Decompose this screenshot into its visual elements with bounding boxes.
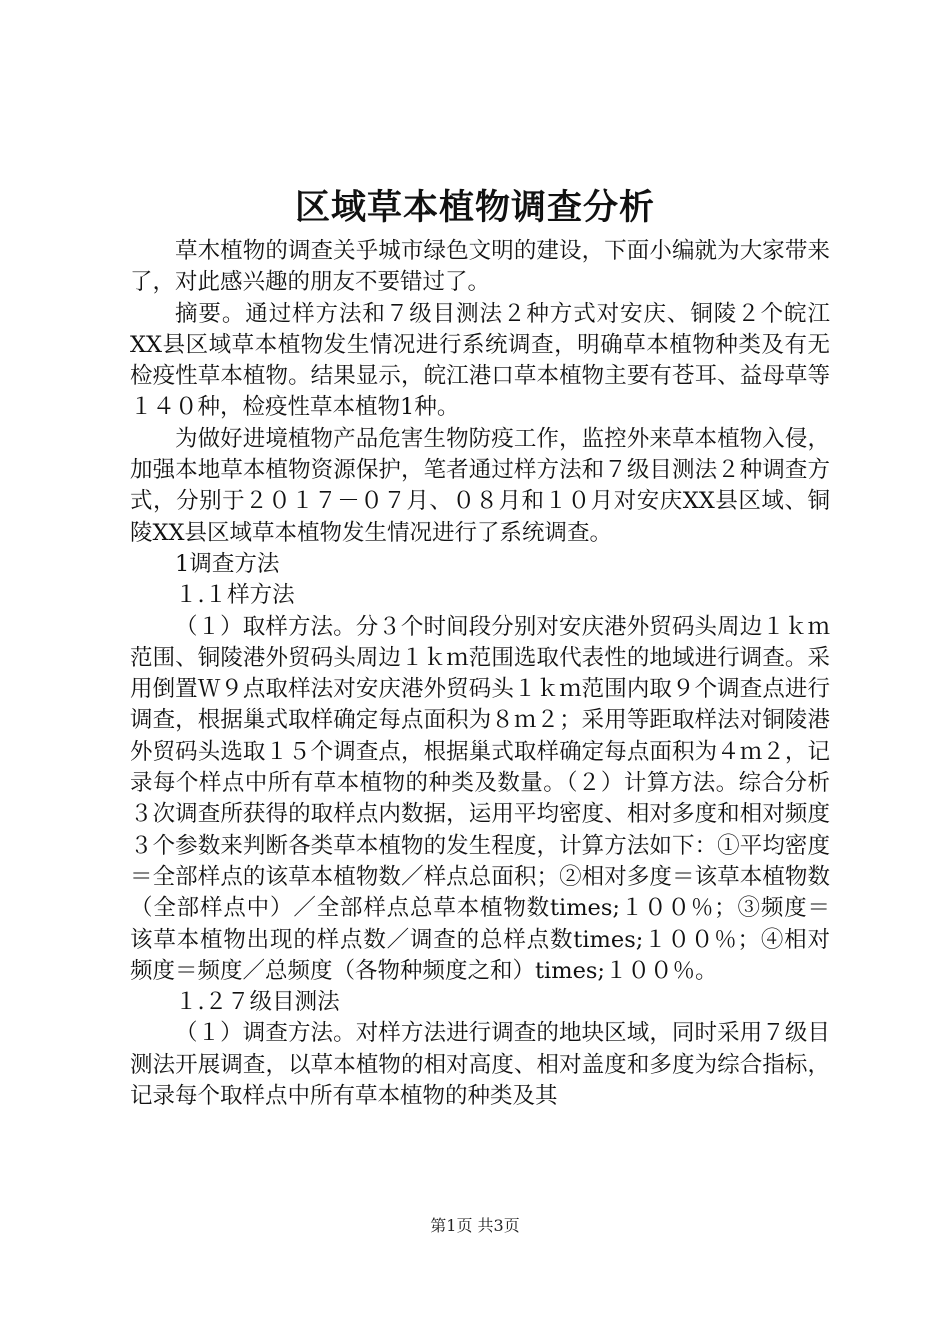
background-paragraph: 为做好进境植物产品危害生物防疫工作，监控外来草本植物入侵，加强本地草本植物资源保护，笔者通过样方法和７级目测法２种调查方式，分别于２０１７－０７月、０８月和１０月对安庆XX县区域、铜陵XX县区域草本植物发生情况进行了系统调查。	[130, 425, 830, 546]
quadrat-method-paragraph: （１）取样方法。分３个时间段分别对安庆港外贸码头周边１ｋｍ范围、铜陵港外贸码头周边１ｋｍ范围选取代表性的地域进行调查。采用倒置Ｗ９点取样法对安庆港外贸码头１ｋｍ范围内取９个调查点进行调查，根据巢式取样确定每点面积为８ｍ２；采用等距取样法对铜陵港外贸码头选取１５个调查点，根据巢式取样确定每点面积为４ｍ２，记录每个样点中所有草本植物的种类及数量。（２）计算方法。综合分析３次调查所获得的取样点内数据，运用平均密度、相对多度和相对频度３个参数来判断各类草本植物的发生程度，计算方法如下：①平均密度＝全部样点的该草本植物数／样点总面积；②相对多度＝该草本植物数（全部样点中）／全部样点总草本植物数times;１００％；③频度＝该草本植物出现的样点数／调查的总样点数times;１００％；④相对频度＝频度／总频度（各物种频度之和）times;１００％。	[130, 613, 830, 984]
document-body	[130, 236, 830, 1112]
subsection-heading-visual: １.２７级目测法	[175, 989, 340, 1016]
visual-method-paragraph: （１）调查方法。对样方法进行调查的地块区域，同时采用７级目测法开展调查，以草本植物的相对高度、相对盖度和多度为综合指标，记录每个取样点中所有草本植物的种类及其	[130, 1020, 830, 1110]
intro-paragraph: 草木植物的调查关乎城市绿色文明的建设，下面小编就为大家带来了，对此感兴趣的朋友不要错过了。	[130, 238, 830, 296]
subsection-heading-quadrat: １.１样方法	[175, 582, 295, 609]
page-footer: 第1页 共3页	[430, 1216, 520, 1235]
section-heading-methods: 1调查方法	[175, 550, 280, 577]
document-title: 区域草本植物调查分析	[294, 187, 655, 228]
abstract-paragraph: 摘要。通过样方法和７级目测法２种方式对安庆、铜陵２个皖江XX县区域草本植物发生情况进行系统调查，明确草本植物种类及有无检疫性草本植物。结果显示，皖江港口草本植物主要有苍耳、益母草等１４０种，检疫性草本植物1种。	[130, 300, 830, 421]
